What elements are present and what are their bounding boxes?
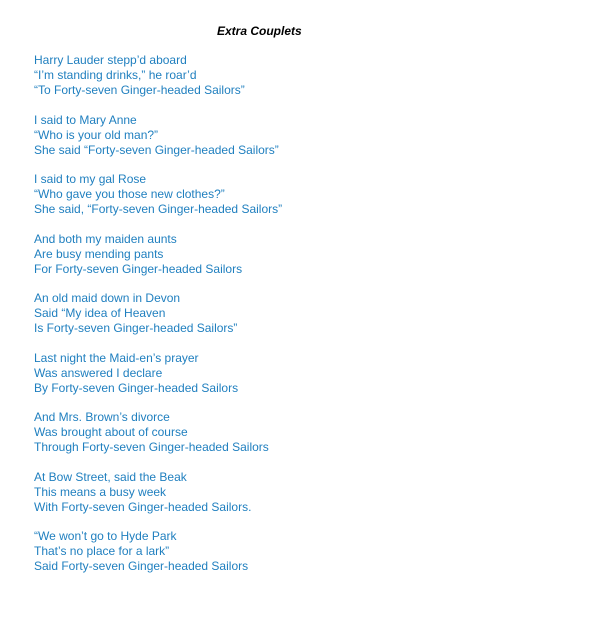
verse-line: I said to Mary Anne [34, 112, 137, 127]
verse-line: An old maid down in Devon [34, 291, 181, 305]
stanza [34, 470, 574, 515]
couplets-list [34, 53, 574, 589]
stanza [34, 410, 574, 455]
verse-line: Said “My idea of Heaven [34, 306, 166, 320]
stanza [34, 113, 574, 158]
verse-line: Is Forty-seven Ginger-headed Sailors” [34, 321, 238, 335]
verse-line: Was answered I declare [34, 365, 163, 380]
verse-line: This means a busy week [34, 484, 167, 499]
verse-line: “To Forty-seven Ginger-headed Sailors” [34, 83, 245, 97]
verse-line: And Mrs. Brown’s divorce [34, 410, 170, 424]
verse-line: That’s no place for a lark” [34, 544, 170, 558]
stanza [34, 351, 574, 396]
verse-line: With Forty-seven Ginger-headed Sailors. [34, 499, 252, 514]
verse-line: And both my maiden aunts [34, 231, 177, 246]
verse-line: “Who is your old man?” [34, 127, 159, 142]
stanza [34, 529, 574, 574]
stanza [34, 232, 574, 277]
verse-line: Through Forty-seven Ginger-headed Sailors [34, 440, 269, 454]
verse-line: Are busy mending pants [34, 246, 164, 261]
page-title: Extra Couplets [217, 24, 302, 38]
verse-line: For Forty-seven Ginger-headed Sailors [34, 261, 243, 276]
verse-line: By Forty-seven Ginger-headed Sailors [34, 380, 239, 395]
verse-line: She said “Forty-seven Ginger-headed Sailors” [34, 142, 279, 157]
verse-line: Was brought about of course [34, 425, 188, 439]
verse-line: At Bow Street, said the Beak [34, 469, 187, 484]
verse-line: She said, “Forty-seven Ginger-headed Sailors” [34, 202, 283, 216]
verse-line: “We won’t go to Hyde Park [34, 529, 177, 543]
verse-line: Said Forty-seven Ginger-headed Sailors [34, 559, 249, 573]
verse-line: Harry Lauder stepp’d aboard [34, 53, 187, 67]
verse-line: “I’m standing drinks,” he roar’d [34, 68, 197, 82]
stanza [34, 291, 574, 336]
verse-line: I said to my gal Rose [34, 172, 147, 186]
verse-line: “Who gave you those new clothes?” [34, 187, 225, 201]
verse-line: Last night the Maid-en’s prayer [34, 350, 199, 365]
stanza [34, 172, 574, 217]
stanza [34, 53, 574, 98]
